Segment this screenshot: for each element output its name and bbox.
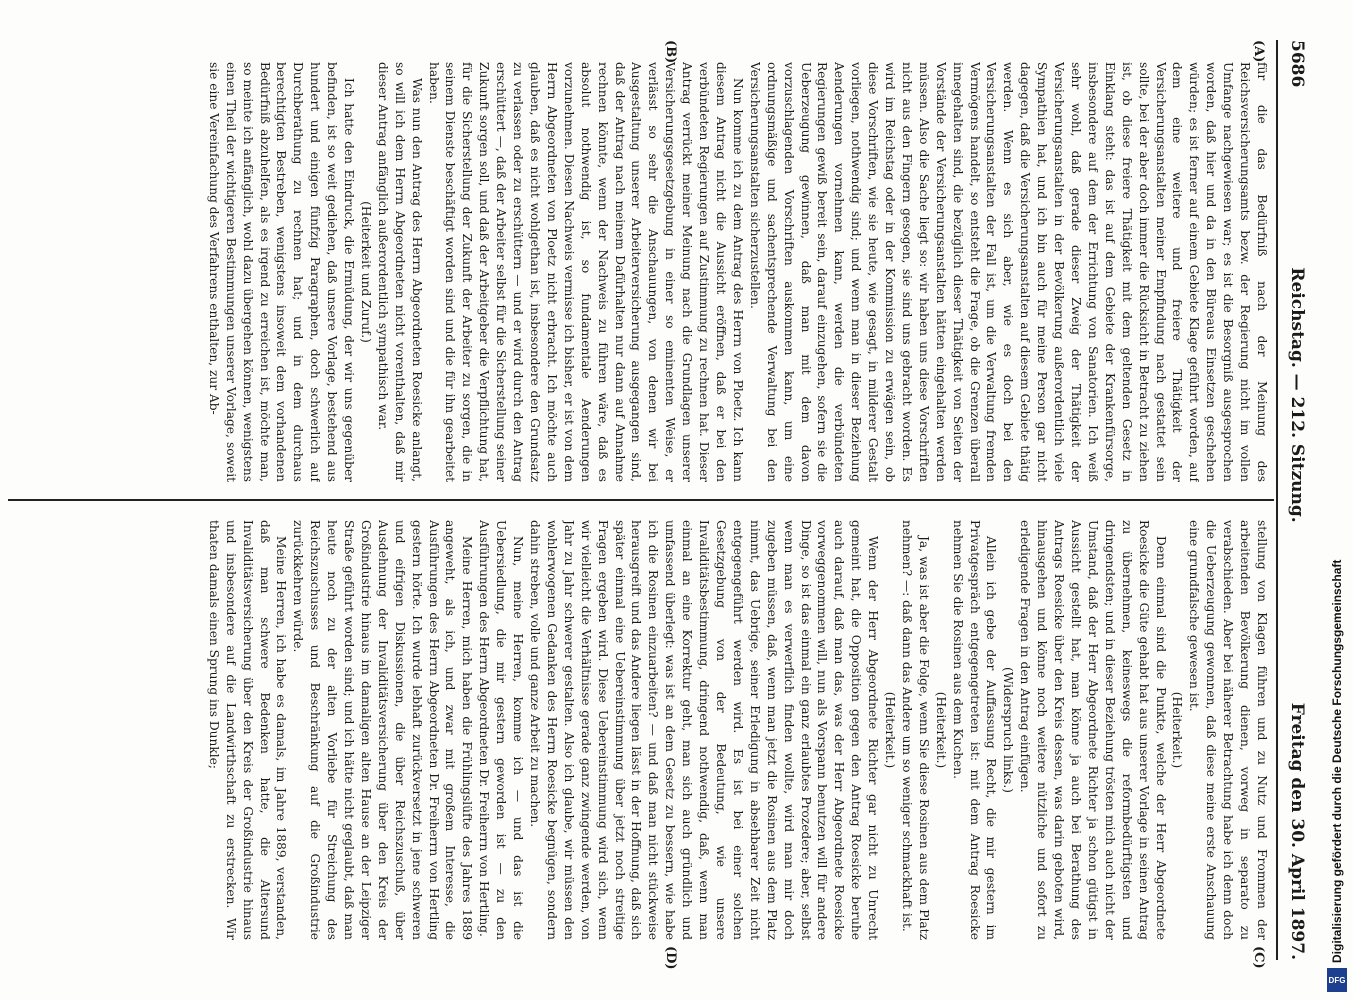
paragraph: Was nun den Antrag des Herrn Abgeordneten Roesicke anlangt, so will ich dem Herrn Abgeordneten nicht vorenthalten, daß mir dieser Antrag anfänglich außerordentlich sympathisch war.	[375, 62, 424, 482]
right-column	[8, 520, 1270, 940]
paragraph: Nun komme ich zu dem Antrag des Herrn von Ploetz. Ich kann diesem Antrag nicht die Aussicht eröffnen, daß er bei den verbündeten Regierungen auf Zustimmung zu rechnen hat. Dieser Antrag verrückt meiner Meinung nach die Grundlagen unserer Versicherungsgesetzgebung in einer so eminenten Weise, er verlässt so sehr die Anschauungen, von denen wir bei Ausgestaltung unserer Arbeiterversicherung ausgegangen sind, daß der Antrag nach meinem Dafürhalten nur dann auf Annahme rechnen könnte, wenn der Nachweis zu führen wäre, daß es absolut nothwendig ist, so fundamentale Aenderungen vorzunehmen. Diesen Nachweis vermisse ich bisher, er ist von dem Herrn Abgeordneten von Ploetz nicht erbracht. Ich möchte auch glauben, daß es nicht wohlgethan ist, insbesondere den Grundsatz zu verlassen oder zu erschüttern — und er wird durch den Antrag erschüttert —, daß der Arbeiter selbst für die Sicherstellung seiner Zukunft sorgen soll, und daß der Arbeitgeber die Verpflichtung hat, für die Sicherstellung der Zukunft der Arbeiter zu sorgen, die in seinem Dienste beschäftigt worden sind und die für ihn gearbeitet haben.	[426, 62, 745, 482]
paragraph: für die das Bedürfniß nach der Meinung des Reichsversicherungsamts bezw. der Regierung nicht im vollen Umfange nachgewiesen war; es ist die Besorgniß ausgesprochen worden, daß hier und da in den Büreaus Einsetzen geschehen würden; es ist ferner auf einem Gebiete Klage geführt worden, auf dem eine weitere und freiere Thätigkeit der Versicherungsanstalten meiner Empfindung nach gestattet sein sollte, bei der aber doch immer die Rücksicht in Betracht zu ziehen ist, ob diese freiere Thätigkeit mit dem geltenden Gesetz in Einklang steht: das ist auf dem Gebiete der Krankenfürsorge, insbesondere auf dem der Errichtung von Sanatorien. Ich weiß sehr wohl, daß gerade dieser Zweig der Thätigkeit der Versicherungsanstalten in der Bevölkerung außerordentlich viele Sympathien hat, und ich bin auch für meine Person gar nicht dagegen, daß die Versicherungsanstalten auf diesem Gebiete thätig werden. Wenn es sich aber, wie es doch bei den Versicherungsanstalten der Fall ist, um die Verwaltung fremden Vermögens handelt, so entsteht die Frage, ob die Grenzen überall innegehalten sind, die bezüglich dieser Thätigkeit von Seiten der Vorstände der Versicherungsanstalten hätten eingehalten werden müssen. Also die Sache liegt so: wir haben uns diese Vorschriften nicht aus den Fingern gesogen, sie sind uns gebracht worden. Es wird im Reichstag oder in der Kommission zu erwägen sein, ob diese Vorschriften, wie sie heute, wie gesagt, in milderer Gestalt vorliegen, nothwendig sind; und wenn man in dieser Beziehung Aenderungen vornehmen kann, werden die verbündeten Regierungen gewiß bereit sein, darauf einzugehen, sofern sie die Ueberzeugung gewinnen, daß man mit dem davon vorzuschlagenden Vorschriften auskommen kann, um eine ordnungsmäßige und sachentsprechende Verwaltung bei den Versicherungsanstalten sicherzustellen.	[747, 62, 1269, 482]
interjection-note: (Heiterkeit.)	[883, 691, 898, 769]
paragraph: Meine Herren, ich habe es damals, im Jahre 1889, verstanden, daß man schwere Bedenken hatte, die Altersund Invaliditätsversicherung über den Kreis der Großindustrie hinaus und insbesondere auf die Landwirthschaft zu erstrecken. Wir thaten damals einen Sprung ins Dunkle;	[206, 520, 289, 940]
paragraph: Allein ich gebe der Auffassung Recht, die mir gestern im Privatgespräch entgegengetreten ist: mit dem Antrag Roesicke nehmen Sie die Rosinen aus dem Kuchen.	[950, 520, 999, 940]
paragraph: Meine Herren, mich haben die Frühlingslüfte des Jahres 1889 angeweht, als ich, und zwar mit großem Interesse, die Ausführungen des Herrn Abgeordneten Dr. Freiherrn von Hertling gestern hörte. Ich wurde lebhaft zurückversetzt in jene schweren und eifrigen Diskussionen, die über Reichszuschuß, über Ausdehnung der Invaliditätsversicherung über den Kreis der Großindustrie hinaus im damaligen alten Hause an der Leipziger Straße geführt worden sind; und ich hätte nicht geglaubt, daß man heute noch zu der alten Vorliebe für Streichung des Reichszuschusses und Beschränkung auf die Großindustrie zurückkehren würde.	[291, 520, 475, 940]
interjection-note: (Widerspruch links.)	[1001, 667, 1016, 793]
margin-marker-c: (C)	[1251, 946, 1266, 969]
left-column	[8, 62, 1270, 482]
page-header	[1282, 40, 1312, 960]
header-title: Reichstag. — 212. Sitzung.	[1287, 267, 1307, 523]
paragraph: Denn einmal sind die Punkte, welche der Herr Abgeordnete Roesicke die Güte gehabt hat aus unserer Vorlage in seinen Antrag zu übernehmen, keineswegs die reformbedürftigsten und dringendsten; und in dieser Beziehung trösten mich auch nicht der Umstand, daß der Herr Abgeordnete Richter ja schon gütigst in Aussicht gestellt hat, man könne ja auch bei Berathung des Antrags Roesicke über den Kreis dessen, was darin geboten wird, hinausgehen und könne noch weitere nützliche und sofort zu erledigende Fragen in den Antrag einfügen.	[1018, 520, 1168, 940]
dfg-logo-icon: DFG	[1327, 968, 1347, 992]
margin-marker-d: (D)	[663, 946, 678, 970]
paragraph: Nun, meine Herren, komme ich — und das ist die Uebersiedlung, die mir gestern geworden ist — zu den Ausführungen des Herrn Abgeordneten Dr. Freiherrn von Hertling.	[477, 520, 526, 940]
paragraph: Wenn der Herr Abgeordnete Richter gar nicht zu Unrecht gemeint hat, die Opposition gegen den Antrag Roesicke beruhe auch darauf, daß man das, was der Herr Abgeordnete Roesicke vorweggenommen will, nun als Vorspann benutzen will für andere Dinge, so ist das einmal ein ganz erlaubtes Prozedere; aber, selbst wenn man es verwerflich finden wollte, wird man mir doch zugeben müssen, daß, wenn man jetzt die Rosinen aus dem Platz nimmt, das Uebrige, seiner Erledigung in absehbarer Zeit nicht entgegengeführt werden wird. Es ist bei einer solchen Gesetzgebung von der Bedeutung, wie unsere Invaliditätsbestimmung, dringend nothwendig, daß, wenn man einmal an eine Korrektur geht, man sich auch gründlich und umfassend überlegt: was ist an dem Gesetz zu bessern, wie habe ich die Rosinen einzuarbeiten? — und daß man nicht stückweise herausgreift und das Andere liegen lässt in der Hoffnung, daß sich später einmal eine Uebereinstimmung über jetzt noch streitige Fragen ergeben wird. Diese Uebereinstimmung wird sich, wenn wir vielleicht die Verhältnisse gerade ganz zwingende werden, von Jahr zu Jahr schwerer gestalten. Also ich glaube, wir müssen den wohlerwogenen Gedanken des Herrn Roesicke begnügen, sondern dahin streben, volle und ganze Arbeit zu machen.	[528, 520, 881, 940]
column-divider	[8, 499, 1274, 501]
paragraph: Ich hatte den Eindruck, die Ermüdung, der wir uns gegenüber befinden, ist so weit gediehen, daß unsere Vorlage, bestehend aus hundert und einigen fünfzig Paragraphen, doch schwerlich auf Durchberathung zu rechnen hat; und in dem durchaus berechtigten Bestreben, wenigstens insoweit dem vorhandenen Bedürfniß abzuhelfen, als es irgend zu erreichen ist, möchte man, so meinte ich anfänglich, wohl dazu übergehen können, wenigstens einen Theil der wichtigeren Bestimmungen unserer Vorlage, soweit sie eine Vereinfachung des Verfahrens enthalten, zur Ab-	[206, 62, 357, 482]
header-rule	[1276, 40, 1278, 960]
header-date: Freitag den 30. April 1897.	[1287, 702, 1307, 960]
margin-marker-b: (B)	[663, 40, 678, 64]
funding-sidebar	[1325, 8, 1349, 993]
funding-credit: Digitalisierung gefördert durch die Deutsche Forschungsgemeinschaft	[1330, 559, 1344, 963]
interjection-note: (Heiterkeit.)	[1170, 691, 1185, 769]
page-number: 5686	[1287, 40, 1307, 88]
interjection-note: (Heiterkeit.)	[933, 691, 948, 769]
paragraph: stellung von Klagen führen und zu Nutz und Frommen der arbeitenden Bevölkerung dienen, vorweg in separato zu verabschieden. Aber bei näherer Betrachtung habe ich denn doch die Ueberzeugung gewonnen, daß diese meine erste Anschauung eine grundfalsche gewesen ist.	[1187, 520, 1269, 940]
margin-marker-a: (A)	[1251, 40, 1266, 63]
paragraph: Ja, was ist aber die Folge, wenn Sie diese Rosinen aus dem Platz nehmen? —: daß dann das Andere um so weniger schmackhaft ist.	[899, 520, 931, 940]
interjection-note: (Heiterkeit und Zuruf.)	[358, 201, 373, 343]
